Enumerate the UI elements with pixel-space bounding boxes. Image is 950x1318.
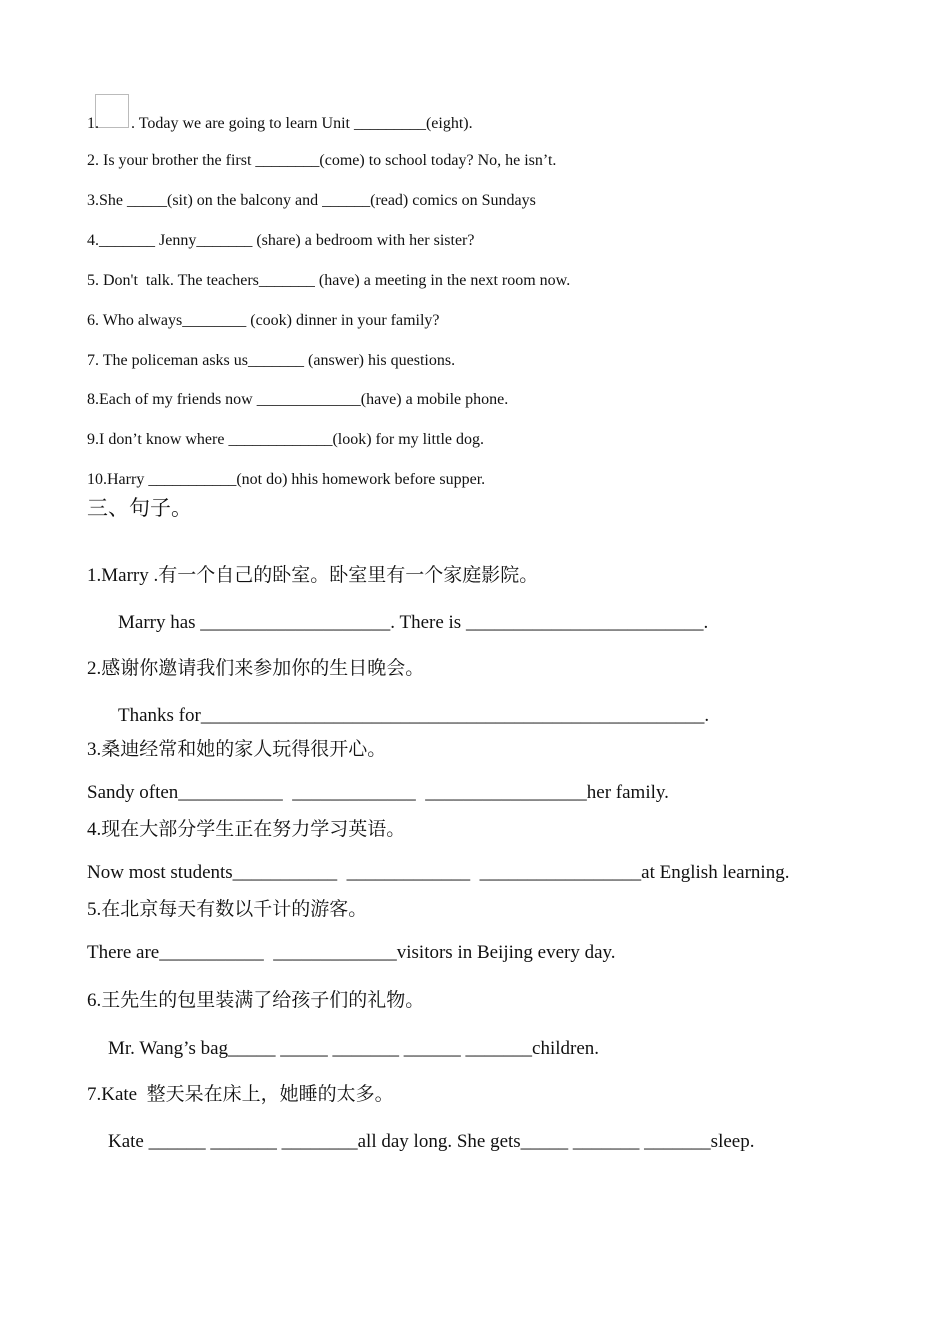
exercise-item-5: 5. Don't talk. The teachers_______ (have) a meeting in the next room now. [87,272,571,289]
sentence-answer-5: There are___________ _____________visitors in Beijing every day. [87,942,616,963]
exercise-item-6: 6. Who always________ (cook) dinner in your family? [87,312,440,329]
exercise-item-1: 1. . Today we are going to learn Unit _________(eight). [87,115,473,132]
sentence-prompt-4: 4.现在大部分学生正在努力学习英语。 [87,819,406,840]
sentence-answer-7: Kate ______ _______ ________all day long. She gets_____ _______ _______sleep. [108,1131,755,1152]
sentence-answer-1: Marry has ____________________. There is _________________________. [118,612,709,633]
exercise-item-2: 2. Is your brother the first ________(come) to school today? No, he isn’t. [87,152,557,169]
sentence-answer-2: Thanks for_____________________________________________________. [118,705,710,726]
sentence-answer-3: Sandy often___________ _____________ _________________her family. [87,782,669,803]
exercise-item-7: 7. The policeman asks us_______ (answer) his questions. [87,352,456,369]
sentence-answer-6: Mr. Wang’s bag_____ _____ _______ ______ _______children. [108,1038,600,1059]
sentence-prompt-7: 7.Kate 整天呆在床上，她睡的太多。 [87,1084,394,1105]
sentence-prompt-2: 2.感谢你邀请我们来参加你的生日晚会。 [87,658,425,679]
sentence-prompt-1: 1.Marry .有一个自己的卧室。卧室里有一个家庭影院。 [87,565,539,586]
section-heading: 三、句子。 [87,496,192,520]
sentence-prompt-3: 3.桑迪经常和她的家人玩得很开心。 [87,739,387,760]
sentence-prompt-6: 6.王先生的包里装满了给孩子们的礼物。 [87,990,425,1011]
exercise-item-9: 9.I don’t know where _____________(look) for my little dog. [87,431,484,448]
exercise-item-3: 3.She _____(sit) on the balcony and ______(read) comics on Sundays [87,192,536,209]
exercise-item-10: 10.Harry ___________(not do) hhis homework before supper. [87,471,486,488]
sentence-answer-4: Now most students___________ _____________ _________________at English learning. [87,862,790,883]
sentence-prompt-5: 5.在北京每天有数以千计的游客。 [87,899,368,920]
exercise-item-8: 8.Each of my friends now _____________(have) a mobile phone. [87,391,509,408]
exercise-item-4: 4._______ Jenny_______ (share) a bedroom with her sister? [87,232,475,249]
